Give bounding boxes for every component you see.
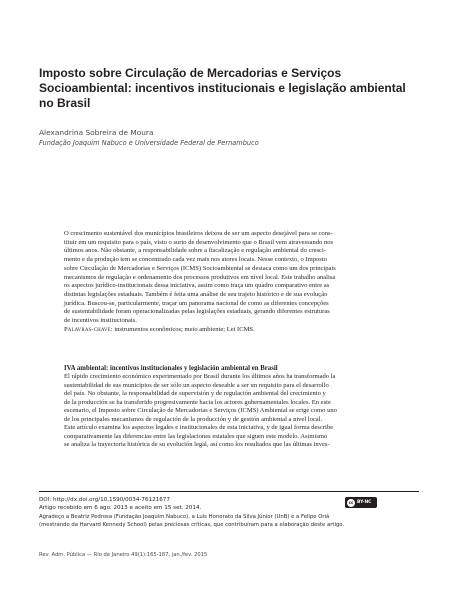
- abstract-portuguese: [64, 230, 420, 335]
- author-affiliation: Fundação Joaquim Nabuco e Universidade Federal de Pernambuco: [39, 139, 259, 147]
- abstract-line: de la producción se ha transferido progresivamente hacia los actores gubernamentales locales. En este: [64, 398, 331, 406]
- abstract-line: mecanismos de regulação e ordenamento dos processos produtivos em nível local. Este trabalho analisa: [64, 273, 336, 281]
- title-line: Imposto sobre Circulação de Mercadorias e Serviços: [39, 66, 342, 80]
- license-label: BY-NC: [357, 500, 372, 505]
- abstract-line: Este artículo examina los aspectos legales e institucionales de esta iniciativa, y de igual forma describe: [64, 424, 334, 432]
- title-line: no Brasil: [39, 95, 91, 110]
- abstract-line: mento e da produção tem se concentrado cada vez mais nos atores locais. Nesse contexto, o Imposto: [64, 256, 327, 264]
- keywords: [64, 326, 420, 335]
- footnote-divider: [39, 491, 419, 492]
- abstract-line: escenario, el Imposto sobre Circulação de Mercadorias e Serviços (ICMS) Ambiental se erige como uno: [64, 407, 337, 415]
- abstract-line: O crescimento sustentável dos municípios brasileiros deixou de ser um aspecto desejável para se cons-: [64, 230, 333, 237]
- abstract-line: El rápido crecimiento económico experimentado por Brasil durante los últimos años ha transformado la: [64, 373, 336, 380]
- abstract-spanish: [64, 373, 420, 450]
- abstract-line: distintas legislações estaduais. Também é feita uma análise de seu trajeto histórico e de sua evolução: [64, 291, 328, 299]
- abstract-line: sobre Circulação de Mercadorias e Serviços (ICMS) Socioambiental se destaca como um dos principais: [64, 264, 336, 272]
- keywords-list: instrumentos econômicos; meio ambiente; Lei ICMS.: [114, 325, 255, 333]
- abstract-line: de incentivos institucionais.: [64, 317, 137, 325]
- received-dates: Artigo recebido em 6 ago. 2013 e aceito em 15 set. 2014.: [39, 505, 202, 511]
- abstract-line: os aspectos jurídico-institucionais dessa iniciativa, assim como traça um quadro comparativo entre as: [64, 282, 330, 290]
- abstract-line: tituir em um requisito para o país, visto o surto de desenvolvimento que o Brasil vem atravessando nos: [64, 238, 334, 246]
- cc-license-badge[interactable]: [345, 497, 377, 508]
- title-line: Socioambiental: incentivos institucionais e legislação ambiental: [39, 80, 406, 95]
- abstract-line: últimos anos. Não obstante, a responsabilidade sobre a fiscalização e regulação ambiental do cresci-: [64, 247, 326, 255]
- spanish-title: IVA ambiental: incentivos institucionales y legislación ambiental en Brasil: [64, 365, 278, 372]
- abstract-line: de los principales mecanismos de regulación de la producción y de gestión ambiental a nivel local.: [64, 415, 323, 423]
- article-title: [39, 66, 419, 110]
- acknowledgements: [39, 513, 419, 530]
- keywords-label: Palavras-chave:: [64, 325, 113, 333]
- ack-line: (mestrando da Harvard Kennedy School) pelas preciosas críticas, que contribuíram para a elaboração deste artigo.: [39, 522, 345, 529]
- abstract-line: jurídica. Buscou-se, particularmente, traçar um panorama nacional de como as diferentes concepções: [64, 299, 329, 307]
- doi-link[interactable]: DOI: http://dx.doi.org/10.1590/0034-76121677: [39, 497, 170, 503]
- abstract-line: de sustentabilidade foram operacionalizadas pelas legislações estaduais, gerando diferentes estruturas: [64, 308, 330, 316]
- article-metadata: [39, 496, 339, 512]
- author-name: Alexandrina Sobreira de Moura: [39, 128, 154, 137]
- abstract-line: se analiza la trayectoria histórica de su evolución legal, así como los resultados que las últimas inves-: [64, 441, 330, 449]
- abstract-line: comparativamente las diferencias entre las legislaciones estatales que siguen este modelo. Asimismo: [64, 432, 328, 440]
- abstract-line: del país. No obstante, la responsabilidad de supervisión y de regulación ambiental del crecimiento y: [64, 390, 326, 398]
- ack-line: Agradeço a Beatriz Pedrosa (Fundação Joaquim Nabuco), a Luís Honorato da Silva Júnior (UnB) e a Felipe Oriá: [39, 514, 330, 520]
- creative-commons-icon: cc: [348, 500, 354, 505]
- abstract-line: sustentabilidad de sus municipios de ser sólo un aspecto deseable a ser un requisito para el desarrollo: [64, 381, 329, 389]
- running-footer: Rev. Adm. Pública — Rio de Janeiro 49(1):165-187, jan./fev. 2015: [39, 552, 208, 558]
